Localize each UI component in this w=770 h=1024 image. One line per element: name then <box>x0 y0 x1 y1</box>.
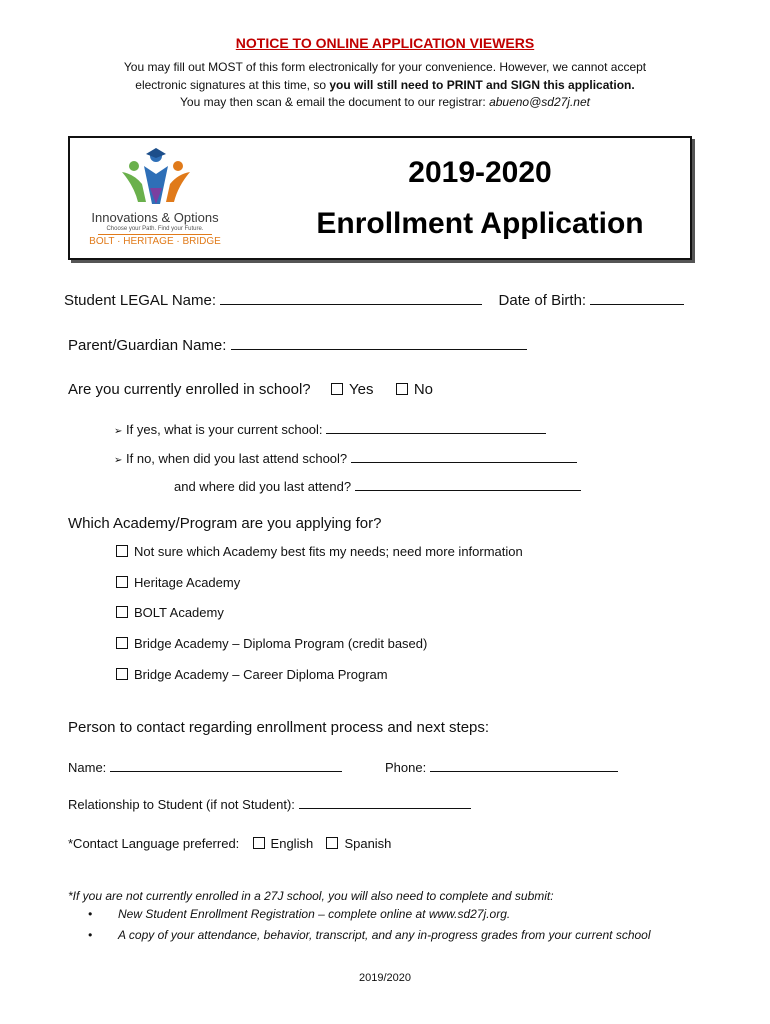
academy-option-checkbox[interactable] <box>116 606 128 618</box>
language-label: *Contact Language preferred: <box>68 836 240 851</box>
logo-tagline: Choose your Path. Find your Future. <box>106 226 204 232</box>
footnote-bullet-text: A copy of your attendance, behavior, transcript, and any in-progress grades from your current school <box>118 928 651 942</box>
last-attend-date-field[interactable] <box>351 450 577 463</box>
academy-option-label: BOLT Academy <box>134 605 224 620</box>
english-checkbox[interactable] <box>253 837 265 849</box>
student-name-label: Student LEGAL Name: <box>64 292 217 309</box>
dob-label: Date of Birth: <box>498 292 587 309</box>
contact-name-label: Name: <box>68 760 107 775</box>
footer-year: 2019/2020 <box>359 972 411 984</box>
logo-divider <box>98 234 212 235</box>
if-no-row <box>114 450 577 466</box>
academy-option-checkbox[interactable] <box>116 668 128 680</box>
if-yes-row <box>114 421 546 437</box>
academy-option <box>116 636 427 651</box>
footnote-intro: *If you are not currently enrolled in a 27J school, you will also need to complete and submit: <box>68 889 554 903</box>
spanish-label: Spanish <box>344 836 392 851</box>
notice-line-1: You may fill out MOST of this form electronically for your convenience. However, we cannot accept <box>123 60 647 74</box>
notice-line-2-text: electronic signatures at this time, so <box>135 78 330 92</box>
contact-name-row <box>68 759 342 775</box>
dob-field[interactable] <box>590 292 684 305</box>
student-name-field[interactable] <box>220 292 482 305</box>
enrolled-yes-label: Yes <box>348 381 374 398</box>
and-where-label: and where did you last attend? <box>174 479 352 494</box>
header-title: Enrollment Application <box>316 207 644 240</box>
enrolled-question: Are you currently enrolled in school? <box>68 381 311 398</box>
relationship-row <box>68 796 471 812</box>
header-year: 2019-2020 <box>408 156 552 189</box>
enrolled-no-checkbox[interactable] <box>396 383 408 395</box>
logo-academies: BOLT · HERITAGE · BRIDGE <box>89 236 221 247</box>
relationship-label: Relationship to Student (if not Student): <box>68 797 295 812</box>
if-no-label: If no, when did you last attend school? <box>126 451 348 466</box>
notice-line-3-text: You may then scan & email the document to our registrar: <box>180 95 490 109</box>
bullet-dot-icon: • <box>88 928 93 942</box>
language-row <box>68 836 391 851</box>
notice-line-2-bold: you will still need to PRINT and SIGN this application. <box>329 78 635 92</box>
parent-name-label: Parent/Guardian Name: <box>68 337 227 354</box>
bullet-dot-icon: • <box>88 907 93 921</box>
footnote-bullet-text: New Student Enrollment Registration – complete online at www.sd27j.org. <box>118 907 511 921</box>
current-school-field[interactable] <box>326 421 546 434</box>
notice-line-3 <box>0 95 770 109</box>
arrow-bullet-icon: ➢ <box>114 455 123 466</box>
footnote-bullet <box>88 928 651 942</box>
academy-option-checkbox[interactable] <box>116 576 128 588</box>
contact-phone-row <box>385 759 618 775</box>
academy-option-label: Not sure which Academy best fits my needs; need more information <box>134 544 523 559</box>
academy-option <box>116 605 224 620</box>
graduate-figures-logo-icon <box>120 144 192 206</box>
english-label: English <box>270 836 314 851</box>
contact-heading: Person to contact regarding enrollment process and next steps: <box>68 719 490 736</box>
academy-option <box>116 667 388 682</box>
enrolled-no-label: No <box>413 381 433 398</box>
arrow-bullet-icon: ➢ <box>114 426 123 437</box>
student-name-row <box>64 292 684 309</box>
academy-option-checkbox[interactable] <box>116 637 128 649</box>
contact-name-field[interactable] <box>110 759 342 772</box>
spanish-checkbox[interactable] <box>326 837 338 849</box>
academy-option-checkbox[interactable] <box>116 545 128 557</box>
contact-phone-field[interactable] <box>430 759 618 772</box>
notice-line-2 <box>0 78 770 92</box>
academy-option-label: Heritage Academy <box>134 575 241 590</box>
relationship-field[interactable] <box>299 796 471 809</box>
parent-name-field[interactable] <box>231 337 527 350</box>
academy-option-label: Bridge Academy – Diploma Program (credit based) <box>134 636 428 651</box>
enrolled-yes-checkbox[interactable] <box>331 383 343 395</box>
academy-option <box>116 544 523 559</box>
logo-name: Innovations & Options <box>91 210 219 225</box>
footnote-bullet <box>88 907 510 921</box>
school-logo <box>80 144 230 254</box>
enrolled-row <box>68 381 433 398</box>
registrar-email[interactable]: abueno@sd27j.net <box>489 95 590 109</box>
notice-title: NOTICE TO ONLINE APPLICATION VIEWERS <box>235 35 535 51</box>
academy-option-label: Bridge Academy – Career Diploma Program <box>134 667 388 682</box>
academy-question: Which Academy/Program are you applying for? <box>68 515 382 532</box>
where-row <box>174 478 581 494</box>
contact-phone-label: Phone: <box>385 760 427 775</box>
last-attend-where-field[interactable] <box>355 478 581 491</box>
parent-row <box>68 337 527 354</box>
if-yes-label: If yes, what is your current school: <box>126 422 323 437</box>
academy-option <box>116 575 240 590</box>
